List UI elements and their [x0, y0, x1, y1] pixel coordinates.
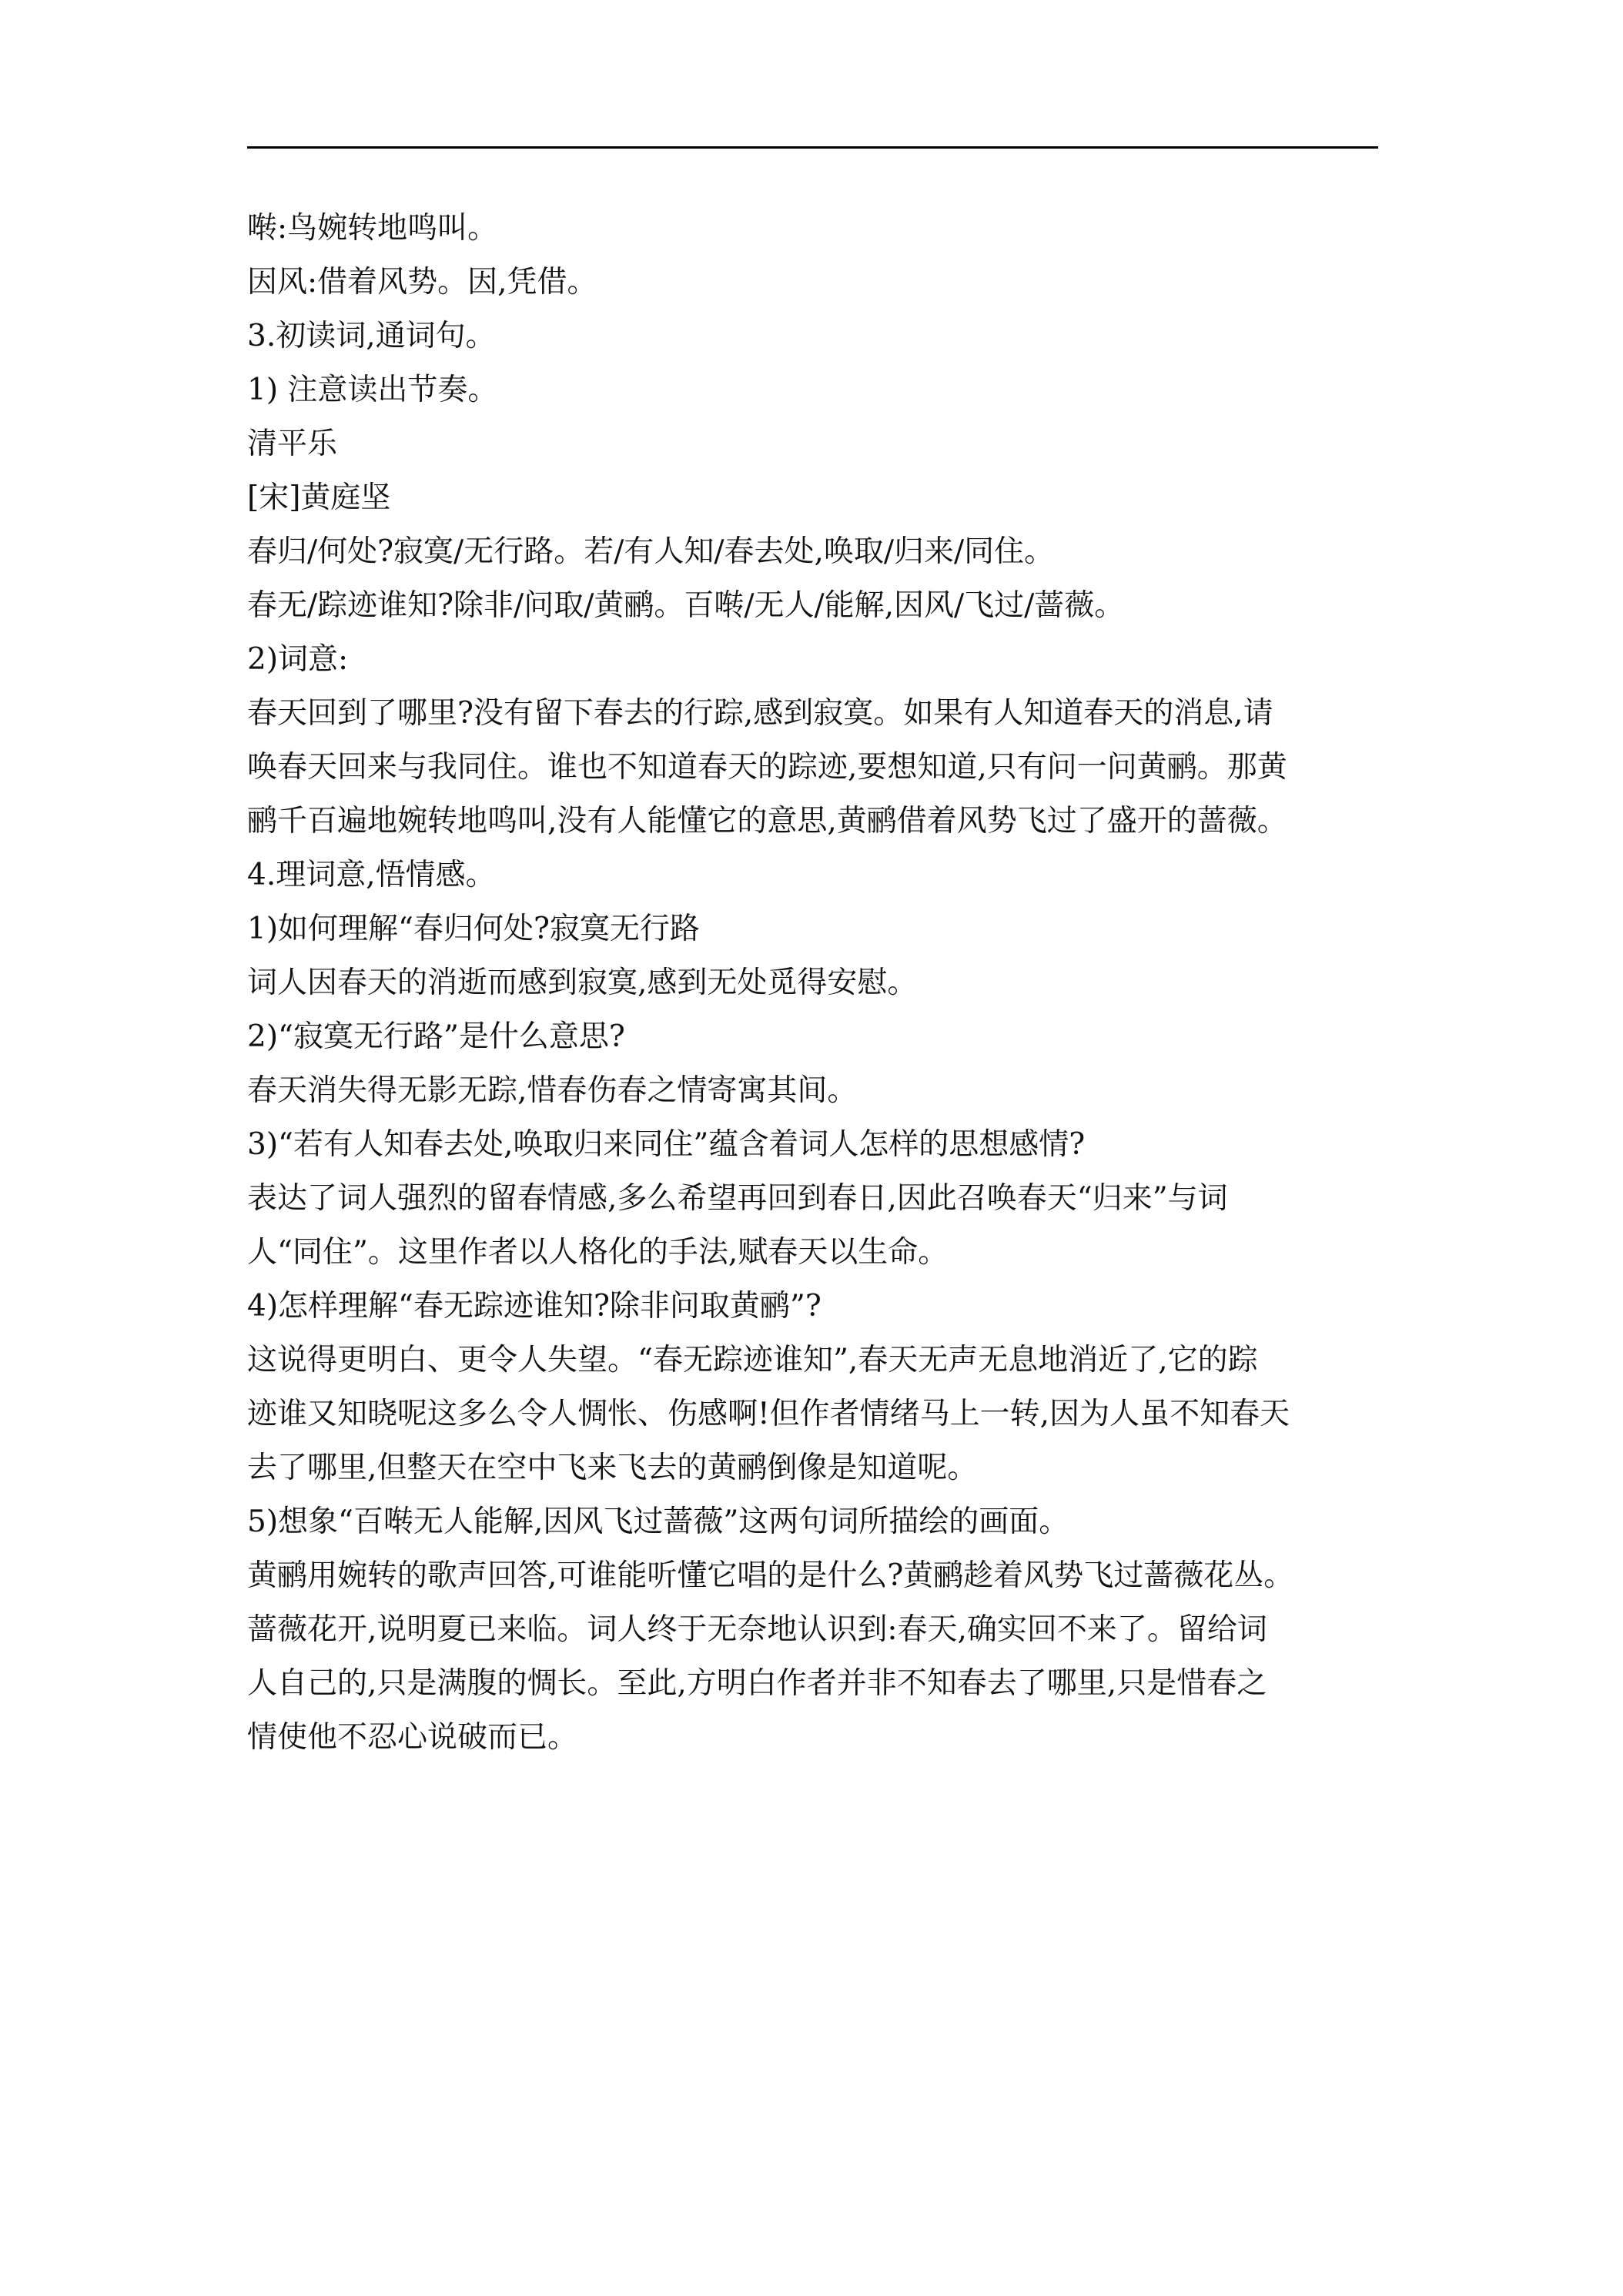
text-line: 春天回到了哪里?没有留下春去的行踪,感到寂寞。如果有人知道春天的消息,请	[247, 696, 1273, 731]
poem-author: [宋]黄庭坚	[247, 480, 391, 515]
answer: 去了哪里,但整天在空中飞来飞去的黄鹂倒像是知道呢。	[247, 1451, 978, 1485]
poem-line: 春归/何处?寂寞/无行路。若/有人知/春去处,唤取/归来/同住。	[247, 534, 1055, 569]
text-line: 因风:借着风势。因,凭借。	[247, 265, 597, 300]
header-rule	[247, 146, 1378, 149]
answer: 春天消失得无影无踪,惜春伤春之情寄寓其间。	[247, 1073, 858, 1108]
question: 5)想象“百啭无人能解,因风飞过蔷薇”这两句词所描绘的画面。	[247, 1504, 1069, 1539]
answer: 表达了词人强烈的留春情感,多么希望再回到春日,因此召唤春天“归来”与词	[247, 1181, 1228, 1216]
question: 4)怎样理解“春无踪迹谁知?除非问取黄鹂”?	[247, 1289, 822, 1324]
section-heading: 4.理词意,悟情感。	[247, 858, 496, 892]
answer: 人“同住”。这里作者以人格化的手法,赋春天以生命。	[247, 1235, 949, 1270]
answer: 情使他不忍心说破而已。	[247, 1720, 578, 1755]
question: 2)“寂寞无行路”是什么意思?	[247, 1019, 625, 1054]
poem-title: 清平乐	[247, 427, 338, 461]
text-line: 唤春天回来与我同住。谁也不知道春天的踪迹,要想知道,只有问一问黄鹂。那黄	[247, 750, 1287, 785]
subheading: 2)词意:	[247, 642, 349, 677]
answer: 这说得更明白、更令人失望。“春无踪迹谁知”,春天无声无息地消近了,它的踪	[247, 1343, 1258, 1377]
subheading: 1) 注意读出节奏。	[247, 373, 498, 407]
answer: 蔷薇花开,说明夏已来临。词人终于无奈地认识到:春天,确实回不来了。留给词	[247, 1612, 1267, 1647]
poem-line: 春无/踪迹谁知?除非/问取/黄鹂。百啭/无人/能解,因风/飞过/蔷薇。	[247, 588, 1125, 623]
answer: 词人因春天的消逝而感到寂寞,感到无处觅得安慰。	[247, 966, 918, 1000]
answer: 迹谁又知晓呢这多么令人惆怅、伤感啊!但作者情绪马上一转,因为人虽不知春天	[247, 1397, 1290, 1431]
question: 1)如何理解“春归何处?寂寞无行路	[247, 912, 700, 946]
document-body	[247, 202, 1402, 1765]
answer: 黄鹂用婉转的歌声回答,可谁能听懂它唱的是什么?黄鹂趁着风势飞过蔷薇花丛。	[247, 1558, 1294, 1593]
text-line: 鹂千百遍地婉转地鸣叫,没有人能懂它的意思,黄鹂借着风势飞过了盛开的蔷薇。	[247, 804, 1287, 838]
question: 3)“若有人知春去处,唤取归来同住”蕴含着词人怎样的思想感情?	[247, 1127, 1086, 1162]
section-heading: 3.初读词,通词句。	[247, 319, 496, 353]
text-line: 啭:鸟婉转地鸣叫。	[247, 211, 498, 246]
answer: 人自己的,只是满腹的惆长。至此,方明白作者并非不知春去了哪里,只是惜春之	[247, 1666, 1267, 1701]
